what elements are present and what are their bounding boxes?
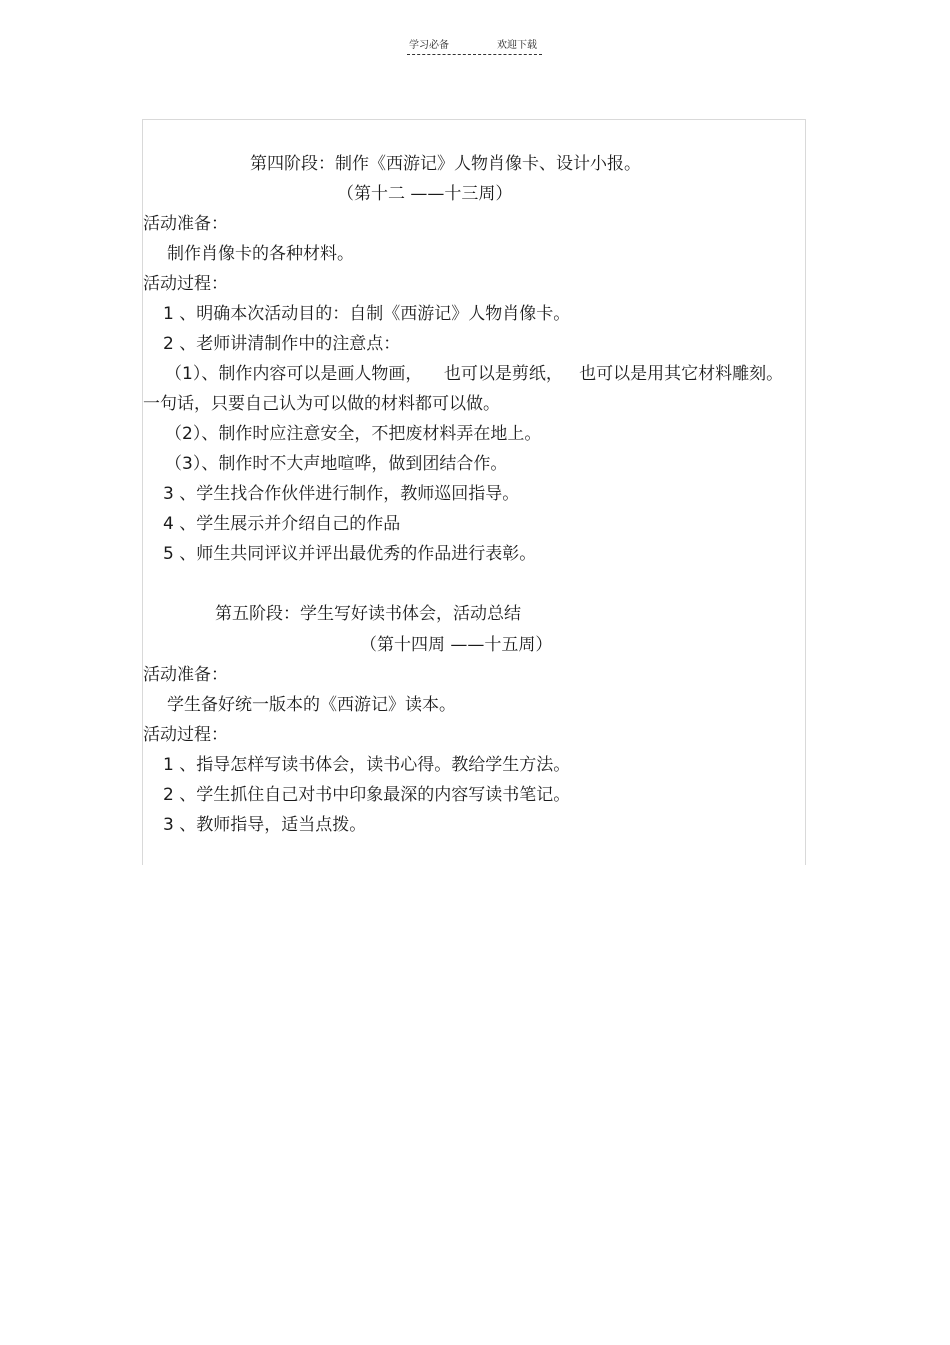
- stage4-title: 第四阶段：制作《西游记》人物肖像卡、设计小报。: [250, 154, 641, 174]
- stage4-step: 1 、明确本次活动目的：自制《西游记》人物肖像卡。: [163, 304, 571, 324]
- stage5-step: 3 、教师指导，适当点拨。: [163, 815, 367, 835]
- stage4-step: 3 、学生找合作伙伴进行制作，教师巡回指导。: [163, 484, 520, 504]
- stage5-process-label: 活动过程：: [143, 725, 228, 745]
- stage5-step: 2 、学生抓住自己对书中印象最深的内容写读书笔记。: [163, 785, 571, 805]
- header-dashed-rule: [407, 54, 542, 55]
- stage4-substep: （3）、制作时不大声地喧哗，做到团结合作。: [165, 454, 508, 474]
- header-right-text: 欢迎下载: [497, 40, 537, 51]
- stage5-step: 1 、指导怎样写读书体会，读书心得。教给学生方法。: [163, 755, 571, 775]
- stage5-prep-text: 学生备好统一版本的《西游记》读本。: [167, 695, 456, 715]
- stage4-step: 5 、师生共同评议并评出最优秀的作品进行表彰。: [163, 544, 537, 564]
- stage4-process-label: 活动过程：: [143, 274, 228, 294]
- stage4-weeks: （第十二 ——十三周）: [337, 184, 513, 204]
- stage4-substep: （2）、制作时应注意安全，不把废材料弄在地上。: [165, 424, 542, 444]
- stage4-step: 4 、学生展示并介绍自己的作品: [163, 514, 401, 534]
- stage4-prep-label: 活动准备：: [143, 214, 228, 234]
- header-left-text: 学习必备: [409, 40, 449, 51]
- stage5-weeks: （第十四周 ——十五周）: [360, 635, 553, 655]
- stage5-title: 第五阶段：学生写好读书体会，活动总结: [215, 604, 521, 624]
- stage4-substep: （1）、制作内容可以是画人物画， 也可以是剪纸， 也可以是用其它材料雕刻。: [165, 364, 784, 384]
- stage4-prep-text: 制作肖像卡的各种材料。: [167, 244, 354, 264]
- stage4-step: 2 、老师讲清制作中的注意点：: [163, 334, 401, 354]
- stage5-prep-label: 活动准备：: [143, 665, 228, 685]
- stage4-substep-continued: 一句话，只要自己认为可以做的材料都可以做。: [143, 394, 500, 414]
- page-header: [407, 39, 542, 57]
